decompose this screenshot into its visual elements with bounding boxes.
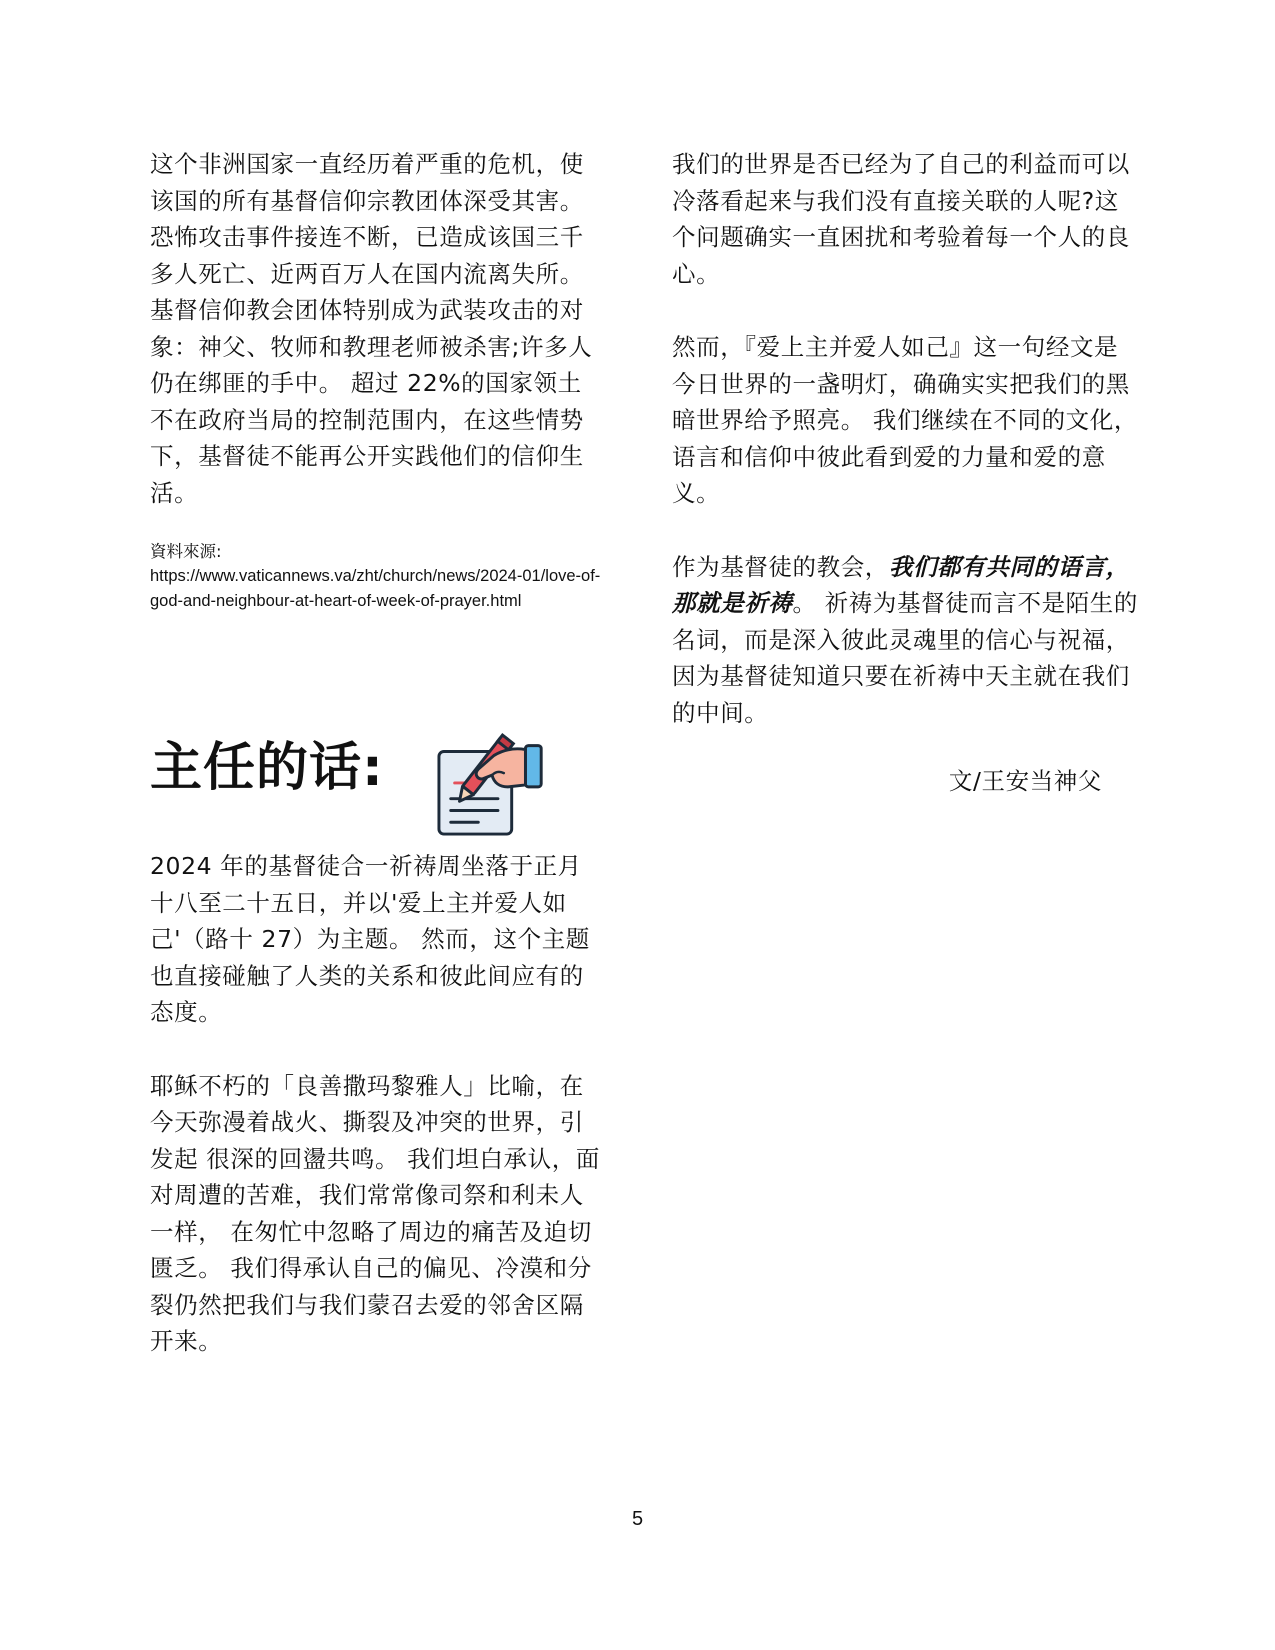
source-citation bbox=[150, 539, 605, 614]
left-column-lower bbox=[150, 848, 605, 1360]
left-column bbox=[150, 146, 605, 614]
source-label: 資料來源: bbox=[150, 542, 222, 561]
prayer-paragraph bbox=[672, 549, 1142, 732]
source-link[interactable]: https://www.vaticannews.va/zht/church/news/2024-01/love-of-god-and-neighbour-at-heart-of-week-of-prayer.html bbox=[150, 567, 601, 610]
author-signature: 文/王安当神父 bbox=[948, 767, 1102, 795]
right-column bbox=[672, 146, 1142, 799]
writing-hand-icon bbox=[435, 722, 553, 838]
crisis-paragraph: 这个非洲国家一直经历着严重的危机，使该国的所有基督信仰宗教团体深受其害。恐怖攻击事件接连不断，已造成该国三千多人死亡、近两百万人在国内流离失所。基督信仰教会团体特别成为武装攻击的对象：神父、牧师和教理老师被杀害;许多人仍在绑匪的手中。 超过 22%的国家领土不在政府当局的控制范围内，在这些情势下，基督徒不能再公开实践他们的信仰生活。 bbox=[150, 150, 593, 507]
page-number: 5 bbox=[631, 1508, 644, 1530]
samaritan-paragraph: 耶稣不朽的「良善撒玛黎雅人」比喻，在今天弥漫着战火、撕裂及冲突的世界，引发起 很深的回盪共鸣。 我们坦白承认，面对周遭的苦难，我们常常像司祭和利未人一样， 在匆忙中忽略了周边的痛苦及迫切匮乏。 我们得承认自己的偏见、冷漠和分裂仍然把我们与我们蒙召去爱的邻舍区隔开来。 bbox=[150, 1071, 600, 1355]
unity-week-paragraph: 2024 年的基督徒合一祈祷周坐落于正月十八至二十五日，并以'爱上主并爱人如己'（路十 27）为主题。 然而，这个主题也直接碰触了人类的关系和彼此间应有的态度。 bbox=[150, 852, 590, 1026]
section-heading: 主任的话: bbox=[150, 738, 384, 798]
paragraph-gap bbox=[672, 512, 1142, 549]
world-question-paragraph: 我们的世界是否已经为了自己的利益而可以冷落看起来与我们没有直接关联的人呢?这个问题确实一直困扰和考验着每一个人的良心。 bbox=[672, 150, 1130, 288]
paragraph-gap bbox=[150, 1031, 605, 1068]
prayer-emphasis: 我们都有共同的语言，那就是祈祷 bbox=[672, 552, 1130, 617]
prayer-prefix: 作为基督徒的教会， bbox=[672, 552, 889, 581]
scripture-light-paragraph: 然而，『爱上主并爱人如己』这一句经文是今日世界的一盏明灯，确确实实把我们的黑暗世界给予照亮。 我们继续在不同的文化，语言和信仰中彼此看到爱的力量和爱的意义。 bbox=[672, 333, 1138, 507]
section-heading-block bbox=[150, 722, 610, 840]
prayer-suffix: 。 祈祷为基督徒而言不是陌生的名词，而是深入彼此灵魂里的信心与祝福，因为基督徒知道只要在祈祷中天主就在我们的中间。 bbox=[672, 589, 1138, 727]
paragraph-gap bbox=[672, 292, 1142, 329]
